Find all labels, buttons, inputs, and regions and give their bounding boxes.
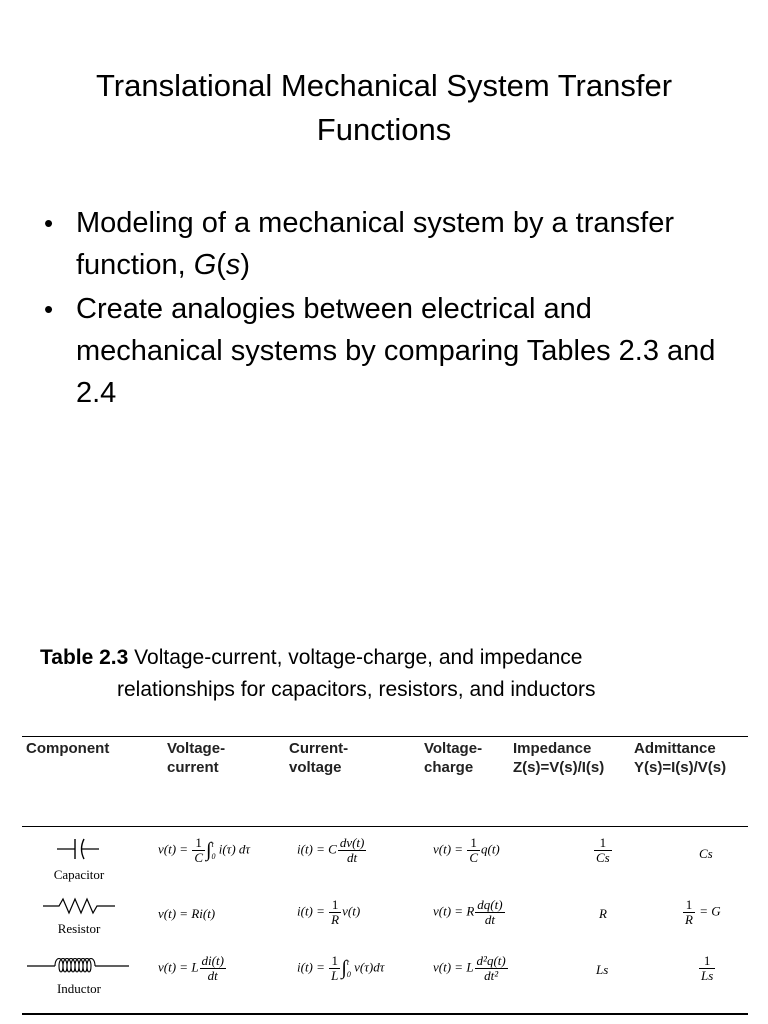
bullet-math-s: s <box>225 249 241 281</box>
resistor-voltage-current: v(t) = Ri(t) <box>158 906 216 921</box>
header-voltage-current: Voltage- current <box>167 740 226 776</box>
bullet-text: Modeling of a mechanical system by a transfer function, <box>76 207 674 281</box>
resistor-current-voltage: i(t) = $\frac{1}{R}$ v(t) <box>297 897 361 927</box>
caption-label: Table 2.3 <box>40 646 129 669</box>
inductor-voltage-current: v(t) = L $\frac{di(t)}{dt}$ <box>158 953 224 983</box>
slide-title: Translational Mechanical System Transfer Functions <box>95 68 673 147</box>
table-row-inductor <box>40 954 118 997</box>
header-admittance: Admittance Y(s)=I(s)/V(s) <box>634 740 727 776</box>
bullet-marker: • <box>44 208 54 238</box>
table-rule-bottom <box>22 1013 748 1015</box>
inductor-voltage-charge: v(t) = L $\frac{\text{d²q(t)}}{\text{dt²}}$ <box>433 953 506 983</box>
resistor-symbol-icon <box>41 896 117 916</box>
component-label: Capacitor <box>53 867 105 882</box>
table-rule-mid <box>22 826 748 827</box>
resistor-impedance: R <box>599 906 607 921</box>
resistor-voltage-charge: v(t) = R $\frac{dq(t)}{dt}$ <box>433 897 503 927</box>
inductor-admittance: $\frac{1}{Ls}$ <box>701 953 714 983</box>
table-rule-top <box>22 736 748 737</box>
capacitor-impedance: $\frac{1}{Cs}$ <box>596 835 610 865</box>
header-current-voltage: Current- voltage <box>289 740 349 776</box>
table-row-resistor <box>40 896 118 937</box>
bullet-paren-close: ) <box>240 249 251 281</box>
header-impedance: Impedance Z(s)=V(s)/I(s) <box>513 740 605 776</box>
inductor-current-voltage: i(t) = $\frac{1}{L}$ ∫ t 0 v(τ)dτ <box>297 953 385 983</box>
inductor-symbol-icon <box>25 954 133 976</box>
component-label: Resistor <box>57 921 101 936</box>
bullet-paren-open: ( <box>216 249 226 281</box>
caption-line1: Voltage-current, voltage-charge, and impedance <box>128 646 583 669</box>
component-label: Inductor <box>56 981 102 996</box>
bullet-item <box>44 288 744 414</box>
capacitor-current-voltage: i(t) = C $\frac{dv(t)}{dt}$ <box>297 835 365 865</box>
capacitor-symbol-icon <box>49 836 109 862</box>
capacitor-voltage-charge: v(t) = $\frac{1}{C}$ q(t) <box>433 835 500 865</box>
bullet-marker: • <box>44 294 54 324</box>
caption-line2: relationships for capacitors, resistors, and inductors <box>117 678 596 701</box>
table-row-capacitor <box>40 836 118 883</box>
bullet-text: Create analogies between electrical and mechanical systems by comparing Tables 2.3 and 2.4 <box>76 293 716 409</box>
bullet-list <box>44 202 744 416</box>
bullet-item <box>44 202 744 286</box>
header-component: Component <box>26 740 110 757</box>
capacitor-voltage-current: v(t) = $\frac{1}{C}$ ∫ t 0 i(τ) dτ <box>158 835 251 865</box>
capacitor-admittance: Cs <box>699 846 713 861</box>
header-voltage-charge: Voltage- charge <box>424 740 483 776</box>
resistor-admittance: $\frac{1}{R}$ = G <box>685 897 721 927</box>
inductor-impedance: Ls <box>596 962 609 977</box>
table-caption <box>40 642 740 706</box>
bullet-math-g: G <box>193 249 217 281</box>
